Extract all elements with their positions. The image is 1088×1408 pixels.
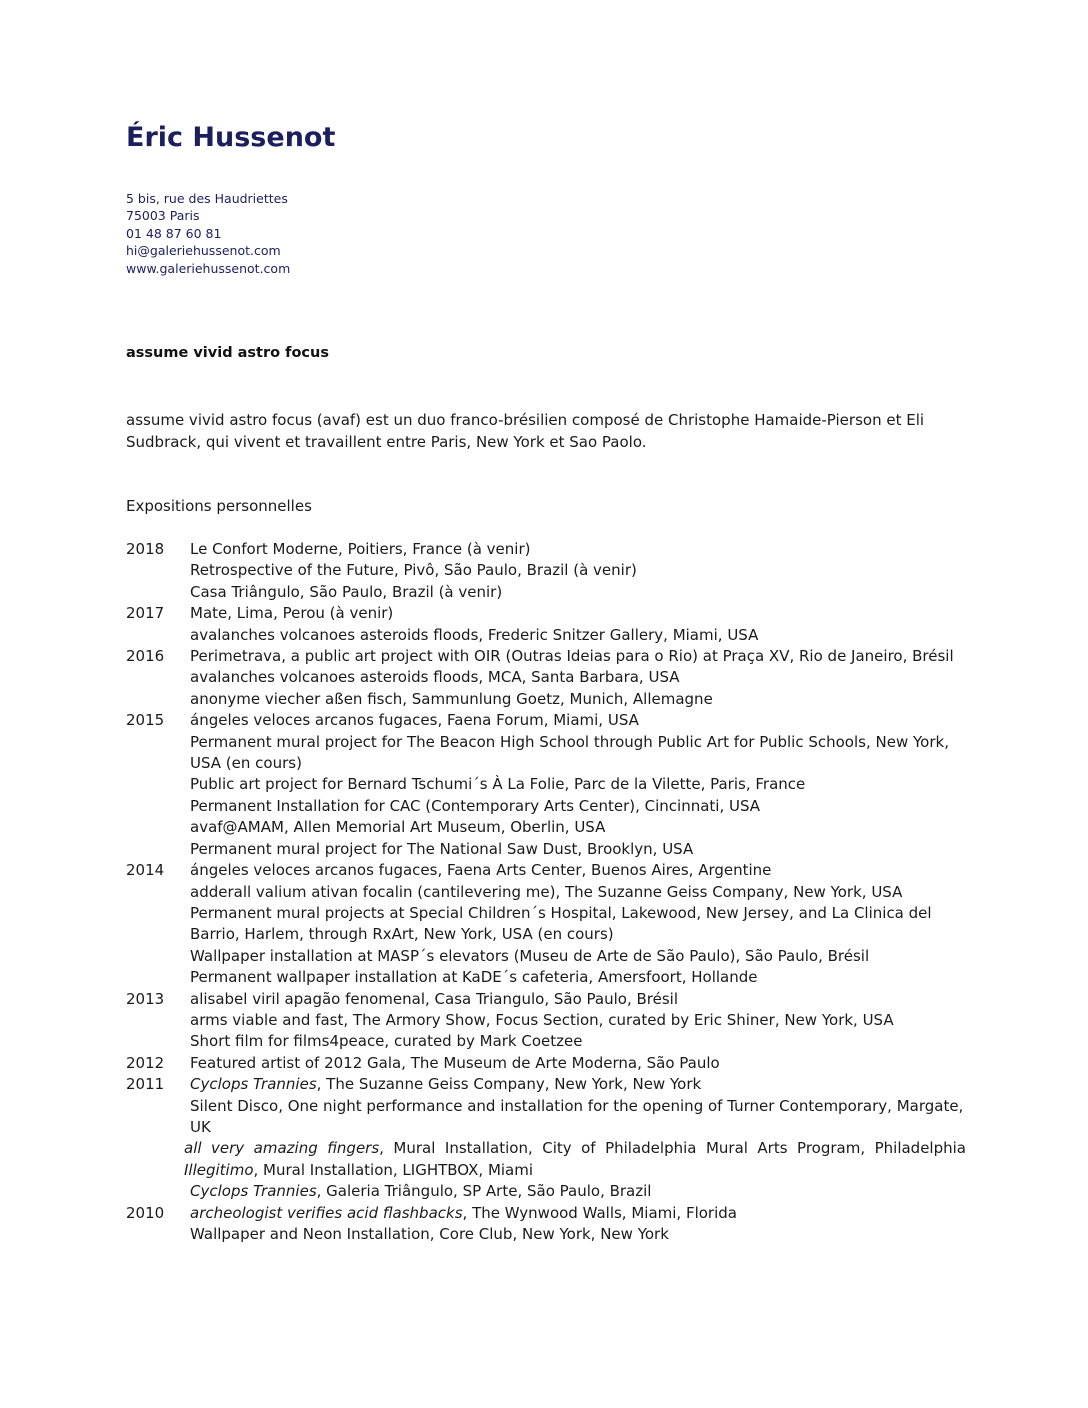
exhibition-text: Le Confort Moderne, Poitiers, France (à venir) xyxy=(190,540,531,558)
year-group xyxy=(126,1074,966,1202)
exhibition-entry xyxy=(190,1074,966,1095)
exhibition-entry xyxy=(190,1181,966,1202)
exhibition-entry xyxy=(190,989,966,1010)
exhibition-title: archeologist verifies acid flashbacks xyxy=(190,1203,463,1222)
exhibition-text: avalanches volcanoes asteroids floods, MCA, Santa Barbara, USA xyxy=(190,668,680,687)
exhibition-text: Casa Triângulo, São Paulo, Brazil (à venir) xyxy=(190,582,503,601)
exhibition-text: Public art project for Bernard Tschumi´s À La Folie, Parc de la Vilette, Paris, France xyxy=(190,775,806,794)
exhibition-entry xyxy=(190,1010,966,1031)
exhibition-text: , Galeria Triângulo, SP Arte, São Paulo, Brazil xyxy=(316,1182,652,1201)
exhibition-year: 2017 xyxy=(126,604,165,623)
exhibition-text: ángeles veloces arcanos fugaces, Faena Forum, Miami, USA xyxy=(190,711,639,730)
exhibition-entry xyxy=(190,1053,966,1074)
exhibition-entry xyxy=(190,796,966,817)
exhibition-entries xyxy=(190,603,966,646)
website-line: www.galeriehussenot.com xyxy=(126,260,291,276)
exhibition-year: 2015 xyxy=(126,711,165,730)
exhibition-entries xyxy=(190,646,966,710)
exhibition-entries xyxy=(190,710,966,860)
exhibition-text: arms viable and fast, The Armory Show, Focus Section, curated by Eric Shiner, New York, USA xyxy=(190,1010,894,1029)
exhibition-text: , The Suzanne Geiss Company, New York, New York xyxy=(316,1075,702,1094)
year-group xyxy=(126,989,966,1053)
exhibition-entry xyxy=(190,839,966,860)
gallery-contact xyxy=(126,190,290,277)
exhibition-year: 2011 xyxy=(126,1075,165,1094)
exhibition-entry xyxy=(190,967,966,988)
exhibition-entry xyxy=(190,882,966,903)
exhibition-text: avalanches volcanoes asteroids floods, Frederic Snitzer Gallery, Miami, USA xyxy=(190,625,759,644)
exhibition-year: 2013 xyxy=(126,989,165,1008)
exhibition-entry xyxy=(190,646,966,667)
section-title: Expositions personnelles xyxy=(126,497,312,515)
exhibitions-list xyxy=(126,539,966,1245)
exhibition-text: Short film for films4peace, curated by Mark Coetzee xyxy=(190,1032,583,1051)
exhibition-entry xyxy=(190,732,966,775)
year-group xyxy=(126,539,966,603)
artist-intro: assume vivid astro focus (avaf) est un duo franco-brésilien composé de Christophe Hamaide-Pierson et Eli Sudbrack, qui vivent et travaillent entre Paris, New York et Sao Paolo. xyxy=(126,411,925,451)
exhibition-entry xyxy=(190,903,966,946)
exhibition-title: all very amazing fingers xyxy=(184,1139,380,1158)
gallery-name: Éric Hussenot xyxy=(126,122,336,153)
exhibition-title: Cyclops Trannies xyxy=(190,1075,317,1094)
exhibition-text: Wallpaper and Neon Installation, Core Club, New York, New York xyxy=(190,1225,669,1243)
exhibition-year: 2012 xyxy=(126,1053,165,1072)
exhibition-text: Wallpaper installation at MASP´s elevators (Museu de Arte de São Paulo), São Paulo, Brésil xyxy=(190,946,870,965)
artist-name: assume vivid astro focus xyxy=(126,345,329,361)
exhibition-text: Perimetrava, a public art project with OIR (Outras Ideias para o Rio) at Praça XV, Rio de Janeiro, Brésil xyxy=(190,647,954,666)
exhibition-entry xyxy=(190,689,966,710)
exhibition-text: Permanent Installation for CAC (Contemporary Arts Center), Cincinnati, USA xyxy=(190,796,761,815)
exhibition-text: Silent Disco, One night performance and installation for the opening of Turner Contemporary, Margate, UK xyxy=(190,1096,964,1136)
phone-line: 01 48 87 60 81 xyxy=(126,225,222,241)
exhibition-text: Permanent mural project for The National Saw Dust, Brooklyn, USA xyxy=(190,839,694,858)
exhibition-entry xyxy=(190,560,966,581)
exhibition-entry xyxy=(190,667,966,688)
exhibition-text: Retrospective of the Future, Pivô, São Paulo, Brazil (à venir) xyxy=(190,561,637,580)
exhibition-entries xyxy=(190,1053,966,1074)
exhibition-text: Featured artist of 2012 Gala, The Museum de Arte Moderna, São Paulo xyxy=(190,1053,720,1072)
year-group xyxy=(126,710,966,860)
email-line: hi@galeriehussenot.com xyxy=(126,243,281,259)
exhibition-entries xyxy=(184,1074,966,1202)
exhibition-entries xyxy=(190,989,966,1053)
exhibition-entry xyxy=(184,1138,966,1181)
exhibition-entries xyxy=(190,860,966,988)
exhibition-text: Permanent mural project for The Beacon High School through Public Art for Public Schools, New York, USA (en cours) xyxy=(190,732,949,773)
year-group xyxy=(126,603,966,646)
year-group xyxy=(126,1053,966,1074)
year-group xyxy=(126,1203,966,1246)
exhibition-entry xyxy=(190,539,966,560)
exhibition-year: 2016 xyxy=(126,647,165,666)
exhibition-text: , Mural Installation, City of Philadelphia Mural Arts Program, Philadelphia xyxy=(379,1139,966,1158)
exhibition-year: 2010 xyxy=(126,1203,165,1222)
exhibition-text: alisabel viril apagão fenomenal, Casa Triangulo, São Paulo, Brésil xyxy=(190,989,678,1008)
exhibition-entry xyxy=(190,1224,966,1245)
year-group xyxy=(126,860,966,988)
exhibition-entry xyxy=(190,860,966,881)
exhibition-entry xyxy=(190,774,966,795)
exhibition-text: , Mural Installation, LIGHTBOX, Miami xyxy=(253,1160,534,1179)
exhibition-entry xyxy=(190,1203,966,1224)
exhibition-text: avaf@AMAM, Allen Memorial Art Museum, Oberlin, USA xyxy=(190,818,606,837)
exhibition-text: adderall valium ativan focalin (cantilevering me), The Suzanne Geiss Company, New York, USA xyxy=(190,882,903,901)
exhibition-text: anonyme viecher aßen fisch, Sammunlung Goetz, Munich, Allemagne xyxy=(190,689,713,708)
exhibition-text: Permanent mural projects at Special Children´s Hospital, Lakewood, New Jersey, and La Clinica del Barrio, Harlem, through RxArt, New York, USA (en cours) xyxy=(190,903,932,944)
exhibition-entry xyxy=(190,1096,966,1139)
exhibition-text: Permanent wallpaper installation at KaDE´s cafeteria, Amersfoort, Hollande xyxy=(190,968,758,987)
exhibition-text: ángeles veloces arcanos fugaces, Faena Arts Center, Buenos Aires, Argentine xyxy=(190,861,772,880)
exhibition-entries xyxy=(190,539,966,603)
address-line: 5 bis, rue des Haudriettes xyxy=(126,191,288,206)
year-group xyxy=(126,646,966,710)
exhibition-entry xyxy=(190,582,966,603)
exhibition-year: 2014 xyxy=(126,861,165,880)
exhibition-text: Mate, Lima, Perou (à venir) xyxy=(190,604,394,623)
exhibition-entry xyxy=(190,946,966,967)
exhibition-year: 2018 xyxy=(126,540,165,558)
exhibition-title: Illegitimo xyxy=(184,1160,254,1179)
exhibition-entry xyxy=(190,817,966,838)
exhibition-text: , The Wynwood Walls, Miami, Florida xyxy=(462,1203,737,1222)
exhibition-title: Cyclops Trannies xyxy=(190,1182,317,1201)
exhibition-entry xyxy=(190,603,966,624)
exhibition-entry xyxy=(190,710,966,731)
postal-line: 75003 Paris xyxy=(126,208,200,224)
exhibition-entry xyxy=(190,625,966,646)
exhibition-entry xyxy=(190,1031,966,1052)
exhibition-entries xyxy=(190,1203,966,1246)
